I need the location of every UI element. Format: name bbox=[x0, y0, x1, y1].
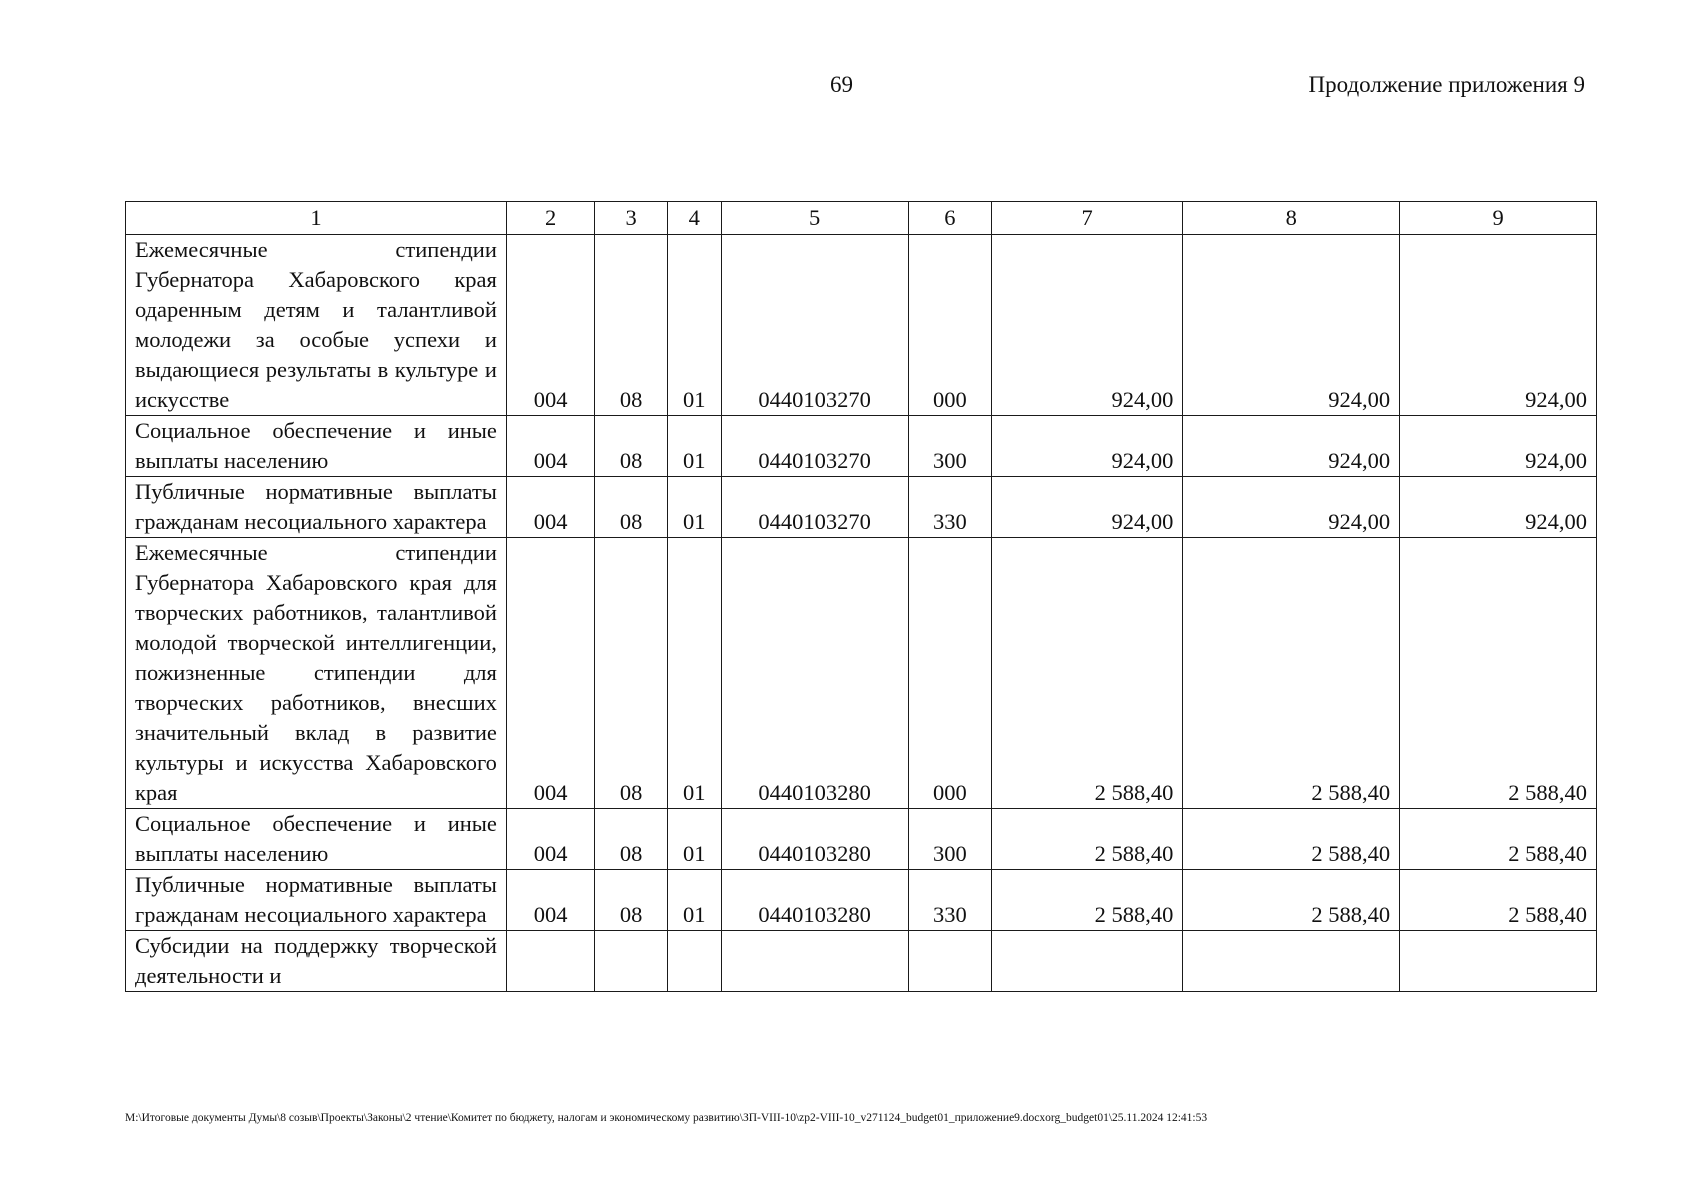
page-number: 69 bbox=[830, 72, 853, 97]
column-header-5: 5 bbox=[721, 202, 908, 235]
appendix-continuation-note: Продолжение приложения 9 bbox=[1308, 72, 1585, 97]
column-header-4: 4 bbox=[667, 202, 721, 235]
amount-col-7: 924,00 bbox=[991, 477, 1183, 538]
column-number-row bbox=[126, 202, 1597, 235]
code-subsection: 01 bbox=[667, 538, 721, 809]
code-ministry: 004 bbox=[506, 870, 594, 931]
table-row bbox=[126, 538, 1597, 809]
amount-col-7: 2 588,40 bbox=[991, 809, 1183, 870]
amount-col-9 bbox=[1400, 931, 1597, 992]
column-header-6: 6 bbox=[908, 202, 991, 235]
code-section bbox=[595, 931, 668, 992]
code-ministry: 004 bbox=[506, 538, 594, 809]
code-expense-type: 330 bbox=[908, 870, 991, 931]
row-name: Субсидии на поддержку творческой деятельности и bbox=[126, 931, 507, 992]
amount-col-8: 924,00 bbox=[1183, 477, 1400, 538]
code-target-article bbox=[721, 931, 908, 992]
code-section: 08 bbox=[595, 477, 668, 538]
code-expense-type: 330 bbox=[908, 477, 991, 538]
amount-col-9: 2 588,40 bbox=[1400, 809, 1597, 870]
amount-col-8: 2 588,40 bbox=[1183, 809, 1400, 870]
code-target-article: 0440103280 bbox=[721, 870, 908, 931]
table-row bbox=[126, 235, 1597, 416]
column-header-7: 7 bbox=[991, 202, 1183, 235]
code-expense-type bbox=[908, 931, 991, 992]
table-row bbox=[126, 870, 1597, 931]
column-header-1: 1 bbox=[126, 202, 507, 235]
amount-col-8: 2 588,40 bbox=[1183, 538, 1400, 809]
code-subsection: 01 bbox=[667, 870, 721, 931]
code-section: 08 bbox=[595, 416, 668, 477]
code-expense-type: 000 bbox=[908, 235, 991, 416]
row-name: Ежемесячные стипендии Губернатора Хабаровского края одаренным детям и талантливой молодежи за особые успехи и выдающиеся результаты в культуре и искусстве bbox=[126, 235, 507, 416]
code-section: 08 bbox=[595, 235, 668, 416]
row-name: Социальное обеспечение и иные выплаты населению bbox=[126, 416, 507, 477]
code-subsection bbox=[667, 931, 721, 992]
amount-col-7: 924,00 bbox=[991, 416, 1183, 477]
code-subsection: 01 bbox=[667, 235, 721, 416]
amount-col-9: 924,00 bbox=[1400, 477, 1597, 538]
table-row bbox=[126, 477, 1597, 538]
column-header-8: 8 bbox=[1183, 202, 1400, 235]
amount-col-8: 924,00 bbox=[1183, 235, 1400, 416]
code-subsection: 01 bbox=[667, 416, 721, 477]
code-ministry: 004 bbox=[506, 809, 594, 870]
amount-col-7: 2 588,40 bbox=[991, 538, 1183, 809]
amount-col-8: 924,00 bbox=[1183, 416, 1400, 477]
amount-col-9: 2 588,40 bbox=[1400, 538, 1597, 809]
row-name: Ежемесячные стипендии Губернатора Хабаровского края для творческих работников, талантливой молодой творческой интеллигенции, пожизненные стипендии для творческих работников, внесших значительный вклад в развитие культуры и искусства Хабаровского края bbox=[126, 538, 507, 809]
row-name: Публичные нормативные выплаты гражданам несоциального характера bbox=[126, 477, 507, 538]
code-expense-type: 000 bbox=[908, 538, 991, 809]
code-target-article: 0440103280 bbox=[721, 538, 908, 809]
code-target-article: 0440103280 bbox=[721, 809, 908, 870]
budget-table bbox=[125, 201, 1597, 992]
amount-col-9: 924,00 bbox=[1400, 235, 1597, 416]
code-section: 08 bbox=[595, 538, 668, 809]
table-row bbox=[126, 809, 1597, 870]
code-ministry: 004 bbox=[506, 235, 594, 416]
column-header-2: 2 bbox=[506, 202, 594, 235]
code-target-article: 0440103270 bbox=[721, 477, 908, 538]
code-subsection: 01 bbox=[667, 477, 721, 538]
amount-col-8: 2 588,40 bbox=[1183, 870, 1400, 931]
document-file-path: M:\Итоговые документы Думы\8 созыв\Проекты\Законы\2 чтение\Комитет по бюджету, налогам и экономическому развитию\ЗП-VIII-10\zp2-VIII-10_v271124_budget01_приложение9.docxorg_budget01\25.11.2024 12:41:53 bbox=[125, 1112, 1208, 1124]
code-ministry bbox=[506, 931, 594, 992]
table-row bbox=[126, 416, 1597, 477]
code-target-article: 0440103270 bbox=[721, 416, 908, 477]
code-section: 08 bbox=[595, 870, 668, 931]
amount-col-8 bbox=[1183, 931, 1400, 992]
code-ministry: 004 bbox=[506, 416, 594, 477]
column-header-3: 3 bbox=[595, 202, 668, 235]
code-expense-type: 300 bbox=[908, 809, 991, 870]
amount-col-9: 2 588,40 bbox=[1400, 870, 1597, 931]
amount-col-7 bbox=[991, 931, 1183, 992]
row-name: Публичные нормативные выплаты гражданам несоциального характера bbox=[126, 870, 507, 931]
column-header-9: 9 bbox=[1400, 202, 1597, 235]
amount-col-7: 924,00 bbox=[991, 235, 1183, 416]
code-target-article: 0440103270 bbox=[721, 235, 908, 416]
code-subsection: 01 bbox=[667, 809, 721, 870]
table-row bbox=[126, 931, 1597, 992]
code-expense-type: 300 bbox=[908, 416, 991, 477]
row-name: Социальное обеспечение и иные выплаты населению bbox=[126, 809, 507, 870]
amount-col-9: 924,00 bbox=[1400, 416, 1597, 477]
code-ministry: 004 bbox=[506, 477, 594, 538]
code-section: 08 bbox=[595, 809, 668, 870]
amount-col-7: 2 588,40 bbox=[991, 870, 1183, 931]
